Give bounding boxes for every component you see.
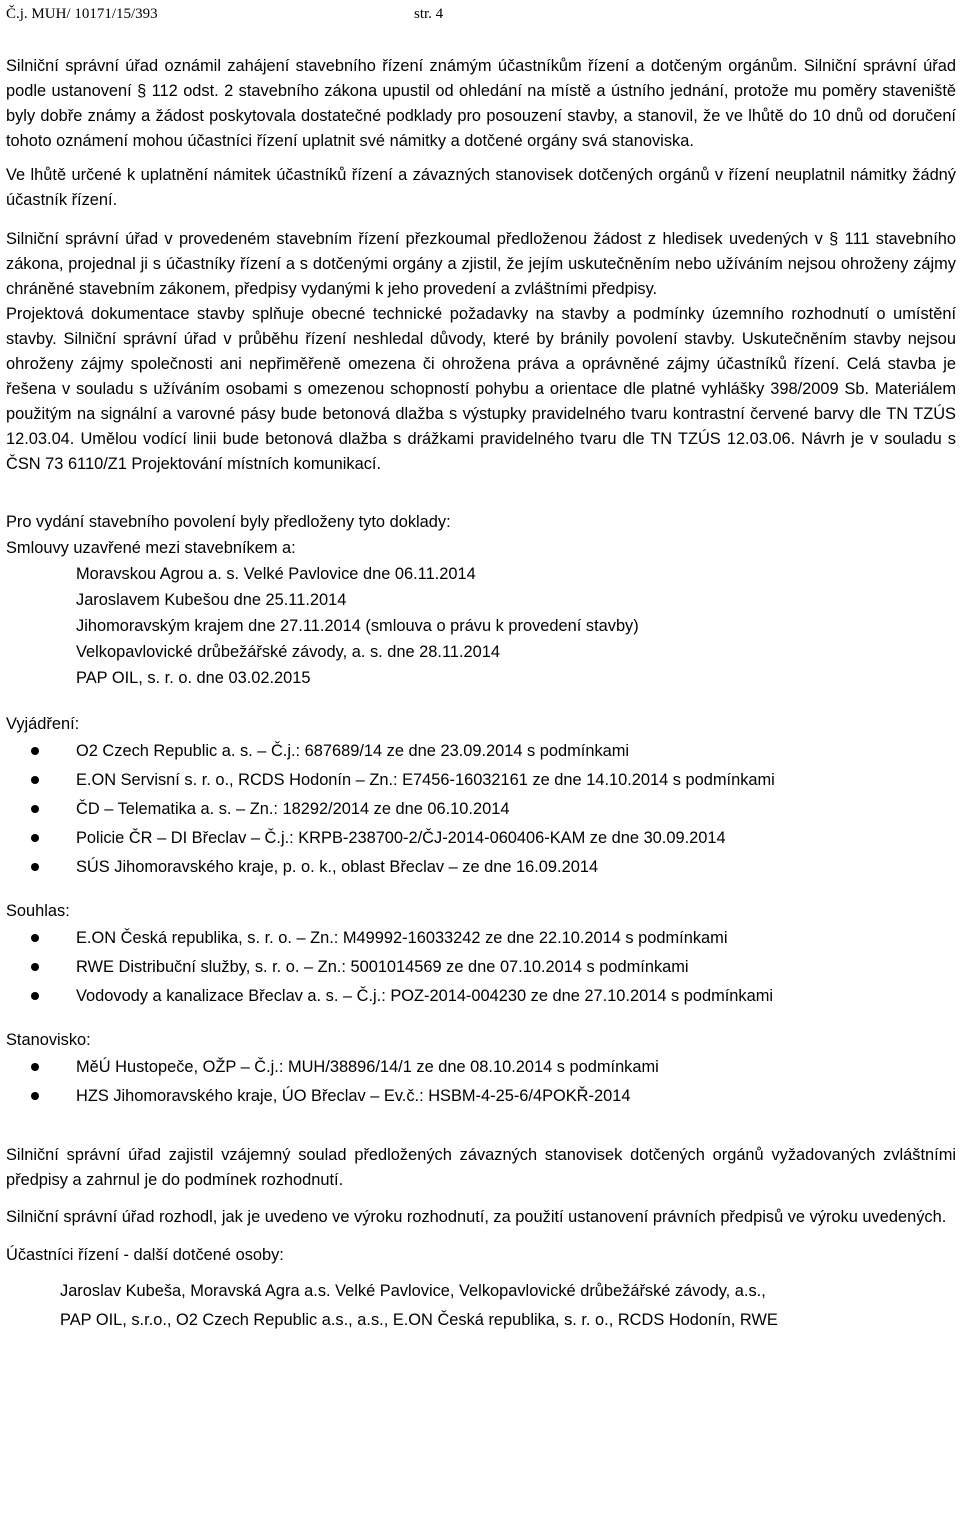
contract-item: Jaroslavem Kubešou dne 25.11.2014: [76, 591, 347, 609]
paragraph-harmony: Silniční správní úřad zajistil vzájemný soulad předložených závazných stanovisek dotčených orgánů vyžadovaných zvláštními předpisy a zahrnul je do podmínek rozhodnutí.: [6, 1146, 956, 1189]
participants-list: [6, 1277, 956, 1335]
paragraph-proceedings-notice: Silniční správní úřad oznámil zahájení stavebního řízení známým účastníkům řízení a dotčeným orgánům. Silniční správní úřad podle ustanovení § 112 odst. 2 stavebního zákona upustil od ohledání na místě a ústního jednání, protože mu poměry staveniště byly dobře známy a žádost poskytovala dostatečné podklady pro posouzení stavby, a stanovil, že ve lhůtě do 10 dnů od doručení tohoto oznámení mohou účastníci řízení uplatnit své námitky a dotčené orgány svá stanoviska.: [6, 57, 956, 150]
bullet-icon: [31, 1092, 39, 1100]
participants-title: Účastníci řízení - další dotčené osoby:: [6, 1246, 284, 1264]
page-number: str. 4: [414, 6, 444, 22]
bullet-icon: [31, 963, 39, 971]
list-item-text: MěÚ Hustopeče, OŽP – Č.j.: MUH/38896/14/1 ze dne 08.10.2014 s podmínkami: [76, 1058, 659, 1076]
consent-list: [6, 924, 956, 1011]
list-item-text: E.ON Servisní s. r. o., RCDS Hodonín – Zn.: E7456-16032161 ze dne 14.10.2014 s podmínkami: [76, 771, 775, 789]
statements-list: [6, 737, 956, 882]
list-item: [6, 924, 956, 953]
list-item: [6, 953, 956, 982]
page-header: [6, 4, 444, 24]
list-item-text: Policie ČR – DI Břeclav – Č.j.: KRPB-238700-2/ČJ-2014-060406-KAM ze dne 30.09.2014: [76, 829, 726, 847]
bullet-icon: [31, 776, 39, 784]
contract-item: Velkopavlovické drůbežářské závody, a. s. dne 28.11.2014: [76, 643, 500, 661]
list-item-text: RWE Distribuční služby, s. r. o. – Zn.: 5001014569 ze dne 07.10.2014 s podmínkami: [76, 958, 689, 976]
list-item-text: SÚS Jihomoravského kraje, p. o. k., oblast Břeclav – ze dne 16.09.2014: [76, 858, 599, 876]
list-item: [6, 795, 956, 824]
list-item-text: Vodovody a kanalizace Břeclav a. s. – Č.j.: POZ-2014-004230 ze dne 27.10.2014 s podmínkami: [76, 987, 774, 1005]
statements-section: [6, 711, 956, 882]
contract-item: PAP OIL, s. r. o. dne 03.02.2015: [76, 669, 311, 687]
reference-number: Č.j. MUH/ 10171/15/393: [6, 6, 158, 22]
documents-intro: Pro vydání stavebního povolení byly předloženy tyto doklady:: [6, 513, 451, 531]
paragraph-project-documentation: Projektová dokumentace stavby splňuje obecné technické požadavky na stavby a podmínky územního rozhodnutí o umístění stavby. Silniční správní úřad v průběhu řízení neshledal důvody, které by bránily povolení stavby. Uskutečněním stavby nejsou ohroženy zájmy společnosti ani nepřiměřeně omezena či ohrožena práva a oprávněné zájmy účastníků řízení. Celá stavba je řešena v souladu s užíváním osobami s omezenou schopností pohybu a orientace dle platné vyhlášky 398/2009 Sb. Materiálem použitým na signální a varovné pásy bude betonová dlažba s výstupky pravidelného tvaru kontrastní červené barvy dle TN TZÚS 12.03.04. Umělou vodící linii bude betonová dlažba s drážkami pravidelného tvaru dle TN TZÚS 12.03.06. Návrh je v souladu s ČSN 73 6110/Z1 Projektování místních komunikací.: [6, 305, 956, 473]
list-item: [6, 824, 956, 853]
contracts-title: Smlouvy uzavřené mezi stavebníkem a:: [6, 539, 296, 557]
paragraph-decision: Silniční správní úřad rozhodl, jak je uvedeno ve výroku rozhodnutí, za použití ustanovení právních předpisů ve výroku uvedených.: [6, 1208, 947, 1226]
paragraph-review: Silniční správní úřad v provedeném stavebním řízení přezkoumal předloženou žádost z hledisek uvedených v § 111 stavebního zákona, projednal ji s účastníky řízení a s dotčenými orgány a zjistil, že jejím uskutečněním nebo užíváním nejsou ohroženy zájmy chráněné stavebním zákonem, předpisy vydanými k jeho provedení a zvláštními předpisy.: [6, 230, 956, 298]
list-item: [6, 1082, 956, 1111]
list-item: [6, 737, 956, 766]
list-item-text: E.ON Česká republika, s. r. o. – Zn.: M49992-16033242 ze dne 22.10.2014 s podmínkami: [76, 929, 728, 947]
statements-title: Vyjádření:: [6, 715, 80, 733]
list-item: [6, 853, 956, 882]
bullet-icon: [31, 747, 39, 755]
bullet-icon: [31, 992, 39, 1000]
document-page: [6, 0, 956, 1536]
list-item: [6, 982, 956, 1011]
list-item-text: ČD – Telematika a. s. – Zn.: 18292/2014 ze dne 06.10.2014: [76, 800, 510, 818]
bullet-icon: [31, 805, 39, 813]
bullet-icon: [31, 1063, 39, 1071]
opinion-title: Stanovisko:: [6, 1031, 91, 1049]
bullet-icon: [31, 863, 39, 871]
bullet-icon: [31, 834, 39, 842]
list-item-text: O2 Czech Republic a. s. – Č.j.: 687689/14 ze dne 23.09.2014 s podmínkami: [76, 742, 630, 760]
participants-line: PAP OIL, s.r.o., O2 Czech Republic a.s., a.s., E.ON Česká republika, s. r. o., RCDS Hodonín, RWE: [60, 1311, 778, 1329]
bullet-icon: [31, 934, 39, 942]
contract-item: Jihomoravským krajem dne 27.11.2014 (smlouva o právu k provedení stavby): [76, 617, 639, 635]
documents-section: [6, 509, 956, 691]
participants-section: [6, 1242, 956, 1335]
list-item-text: HZS Jihomoravského kraje, ÚO Břeclav – Ev.č.: HSBM-4-25-6/4POKŘ-2014: [76, 1087, 631, 1105]
list-item: [6, 1053, 956, 1082]
paragraph-no-objections: Ve lhůtě určené k uplatnění námitek účastníků řízení a závazných stanovisek dotčených orgánů v řízení neuplatnil námitky žádný účastník řízení.: [6, 166, 956, 209]
participants-line: Jaroslav Kubeša, Moravská Agra a.s. Velké Pavlovice, Velkopavlovické drůbežářské závody, a.s.,: [60, 1282, 766, 1300]
opinion-section: [6, 1027, 956, 1111]
consent-title: Souhlas:: [6, 902, 70, 920]
document-body: [6, 54, 956, 1335]
opinion-list: [6, 1053, 956, 1111]
consent-section: [6, 898, 956, 1011]
contract-item: Moravskou Agrou a. s. Velké Pavlovice dne 06.11.2014: [76, 565, 476, 583]
list-item: [6, 766, 956, 795]
